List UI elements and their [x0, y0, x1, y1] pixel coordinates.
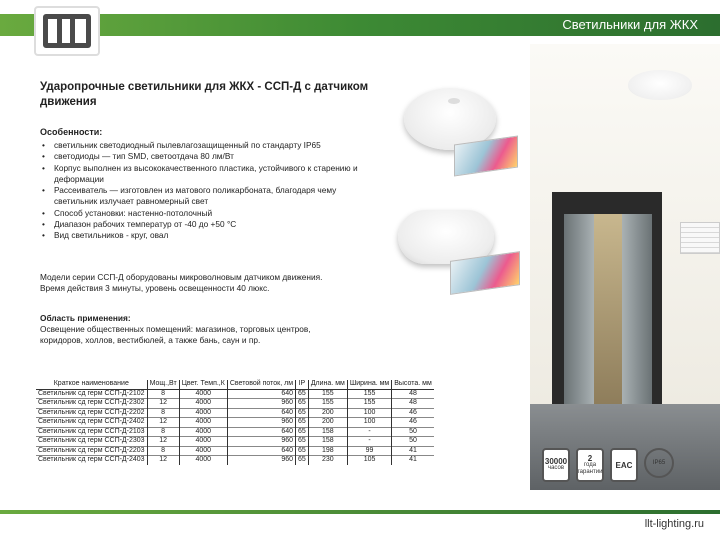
table-cell: 4000 [179, 399, 227, 409]
table-row [36, 437, 434, 447]
table-cell: 155 [347, 389, 391, 399]
ac-unit-image [680, 222, 720, 254]
table-cell: 12 [147, 437, 179, 447]
feature-item: • Вид светильников - круг, овал [40, 230, 380, 241]
table-row [36, 446, 434, 456]
table-cell: 155 [308, 399, 347, 409]
header-title: Светильники для ЖКХ [562, 17, 698, 32]
table-cell: 65 [296, 446, 309, 456]
feature-item: • Способ установки: настенно-потолочный [40, 208, 380, 219]
table-cell: 4000 [179, 389, 227, 399]
table-cell: 4000 [179, 427, 227, 437]
table-cell: 158 [308, 437, 347, 447]
product-images [390, 80, 530, 300]
table-row [36, 456, 434, 465]
table-cell: 4000 [179, 437, 227, 447]
column-header: Мощ.,Вт [147, 380, 179, 389]
table-cell: Светильник сд герм ССП-Д-2403 [36, 456, 147, 465]
table-cell: 65 [296, 389, 309, 399]
table-cell: 41 [392, 456, 434, 465]
models-description [40, 272, 390, 295]
table-cell: 65 [296, 408, 309, 418]
table-cell: 960 [227, 437, 295, 447]
table-cell: 198 [308, 446, 347, 456]
table-cell: 8 [147, 446, 179, 456]
table-row [36, 389, 434, 399]
table-cell: 48 [392, 389, 434, 399]
table-cell: 155 [308, 389, 347, 399]
column-header: Длина. мм [308, 380, 347, 389]
column-header: Цвет. Темп.,К [179, 380, 227, 389]
table-cell: Светильник сд герм ССП-Д-2102 [36, 389, 147, 399]
table-cell: 65 [296, 437, 309, 447]
application-heading: Область применения: [40, 313, 131, 323]
table-cell: 100 [347, 408, 391, 418]
table-cell: 100 [347, 418, 391, 428]
table-cell: 640 [227, 446, 295, 456]
certification-badges [542, 448, 674, 482]
table-cell: 65 [296, 399, 309, 409]
table-cell: 50 [392, 437, 434, 447]
page-title: Ударопрочные светильники для ЖКХ - ССП-Д с датчиком движения [40, 81, 369, 108]
table-cell: 4000 [179, 408, 227, 418]
table-cell: - [347, 437, 391, 447]
table-cell: 65 [296, 427, 309, 437]
feature-item: • светодиоды — тип SMD, светоотдача 80 лм/Вт [40, 151, 380, 162]
site-url[interactable]: llt-lighting.ru [644, 518, 704, 530]
footer-bar [0, 510, 720, 514]
models-text-line: Модели серии ССП-Д оборудованы микроволновым датчиком движения. [40, 272, 323, 282]
table-cell: 155 [347, 399, 391, 409]
table-cell: - [347, 427, 391, 437]
table-cell: Светильник сд герм ССП-Д-2303 [36, 437, 147, 447]
feature-item: • Рассеиватель — изготовлен из матового поликарбоната, благодаря чему светильник излучает равномерный свет [40, 185, 380, 208]
column-header: Краткое наименование [36, 380, 147, 389]
table-cell: 960 [227, 456, 295, 465]
logo-icon [43, 14, 91, 48]
table-cell: Светильник сд герм ССП-Д-2202 [36, 408, 147, 418]
table-header-row [36, 380, 434, 389]
table-cell: 12 [147, 456, 179, 465]
table-cell: 65 [296, 418, 309, 428]
table-cell: 41 [392, 446, 434, 456]
table-cell: 640 [227, 427, 295, 437]
table-cell: 46 [392, 418, 434, 428]
table-cell: Светильник сд герм ССП-Д-2203 [36, 446, 147, 456]
models-text-line: Время действия 3 минуты, уровень освещенности 40 люкс. [40, 283, 270, 294]
table-cell: 4000 [179, 456, 227, 465]
feature-item: • Диапазон рабочих температур от -40 до +50 °C [40, 219, 380, 230]
column-header: IP [296, 380, 309, 389]
table-cell: 640 [227, 408, 295, 418]
column-header: Высота. мм [392, 380, 434, 389]
warranty-badge-icon: 2 года гарантии [576, 448, 604, 482]
table-cell: 960 [227, 399, 295, 409]
features-list [40, 140, 380, 242]
table-cell: 4000 [179, 446, 227, 456]
table-cell: 158 [308, 427, 347, 437]
table-cell: 8 [147, 408, 179, 418]
table-cell: 4000 [179, 418, 227, 428]
table-cell: 12 [147, 418, 179, 428]
features-heading: Особенности: [40, 127, 103, 137]
feature-item: • светильник светодиодный пылевлагозащищенный по стандарту IP65 [40, 140, 380, 151]
feature-item: • Корпус выполнен из высококачественного пластика, устойчивого к старению и деформации [40, 163, 380, 186]
table-cell: 12 [147, 399, 179, 409]
standard-badge-icon: IP65 [644, 448, 674, 478]
table-cell: 960 [227, 418, 295, 428]
table-cell: Светильник сд герм ССП-Д-2103 [36, 427, 147, 437]
table-cell: 99 [347, 446, 391, 456]
lifetime-badge-icon: 30000 часов [542, 448, 570, 482]
column-header: Световой поток, лм [227, 380, 295, 389]
application-text: Освещение общественных помещений: магазинов, торговых центров, коридоров, холлов, вестибюлей, а также бань, саун и пр. [40, 324, 311, 346]
interior-photo [530, 44, 720, 490]
eac-badge-icon: EAC [610, 448, 638, 482]
table-cell: Светильник сд герм ССП-Д-2302 [36, 399, 147, 409]
table-cell: 8 [147, 389, 179, 399]
table-cell: Светильник сд герм ССП-Д-2402 [36, 418, 147, 428]
table-cell: 640 [227, 389, 295, 399]
ceiling-lamp-image [628, 70, 692, 100]
table-row [36, 399, 434, 409]
table-row [36, 427, 434, 437]
table-cell: 46 [392, 408, 434, 418]
table-cell: 50 [392, 427, 434, 437]
table-cell: 200 [308, 418, 347, 428]
table-row [36, 408, 434, 418]
table-row [36, 418, 434, 428]
table-cell: 230 [308, 456, 347, 465]
table-cell: 105 [347, 456, 391, 465]
spec-table [36, 380, 434, 465]
brand-logo [34, 6, 100, 56]
table-cell: 65 [296, 456, 309, 465]
table-cell: 48 [392, 399, 434, 409]
column-header: Ширина. мм [347, 380, 391, 389]
table-cell: 8 [147, 427, 179, 437]
table-cell: 200 [308, 408, 347, 418]
